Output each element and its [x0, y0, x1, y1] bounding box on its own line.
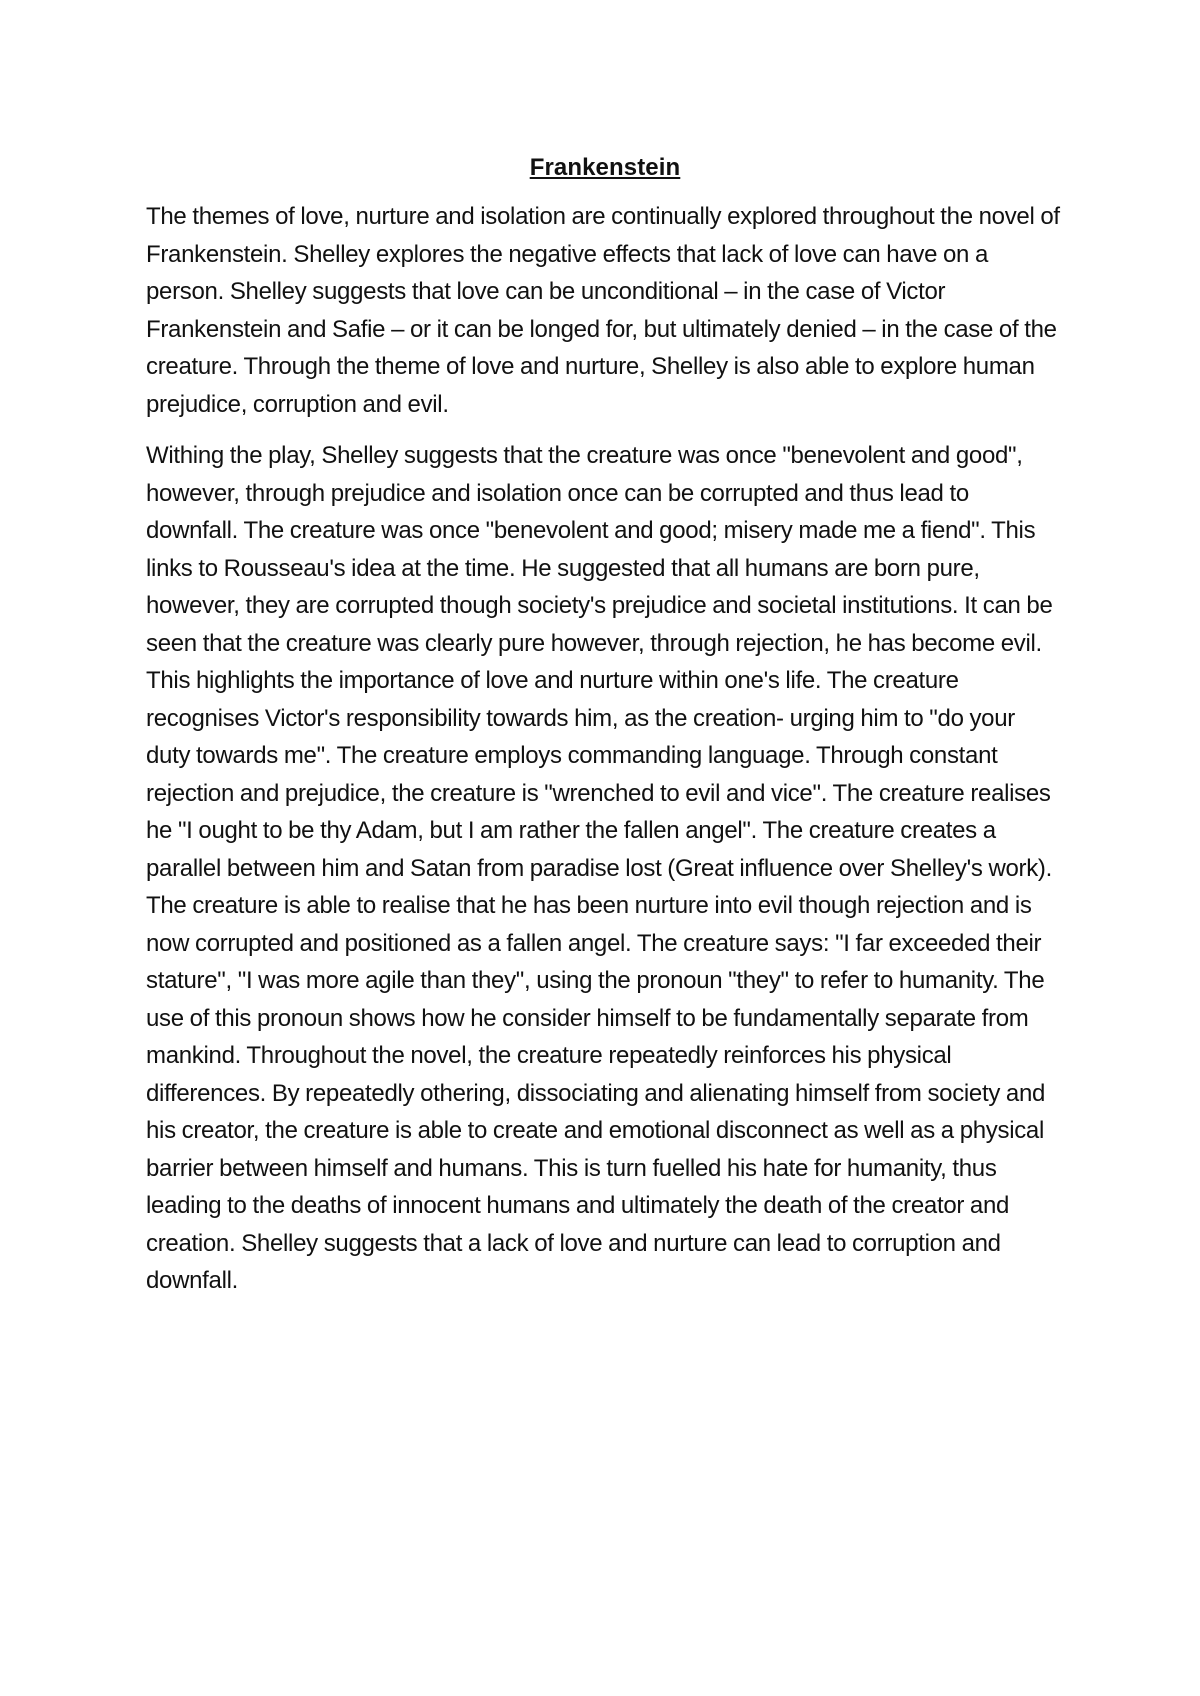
paragraph-analysis: Withing the play, Shelley suggests that the creature was once "benevolent and good", however, through prejudice and isolation once can be corrupted and thus lead to downfall. The creature was once "benevolent and good; misery made me a fiend". This links to Rousseau's idea at the time. He suggested that all humans are born pure, however, they are corrupted though society's prejudice and societal institutions. It can be seen that the creature was clearly pure however, through rejection, he has become evil. This highlights the importance of love and nurture within one's life. The creature recognises Victor's responsibility towards him, as the creation- urging him to "do your duty towards me". The creature employs commanding language. Through constant rejection and prejudice, the creature is "wrenched to evil and vice". The creature realises he "I ought to be thy Adam, but I am rather the fallen angel". The creature creates a parallel between him and Satan from paradise lost (Great influence over Shelley's work). The creature is able to realise that he has been nurture into evil though rejection and is now corrupted and positioned as a fallen angel. The creature says: "I far exceeded their stature", "I was more agile than they", using the pronoun "they" to refer to humanity. The use of this pronoun shows how he consider himself to be fundamentally separate from mankind. Throughout the novel, the creature repeatedly reinforces his physical differences. By repeatedly othering, dissociating and alienating himself from society and his creator, the creature is able to create and emotional disconnect as well as a physical barrier between himself and humans. This is turn fuelled his hate for humanity, thus leading to the deaths of innocent humans and ultimately the death of the creator and creation. Shelley suggests that a lack of love and nurture can lead to corruption and downfall. [146, 442, 1053, 1294]
document-body [146, 150, 1064, 1314]
paragraph-intro: The themes of love, nurture and isolation are continually explored throughout the novel of Frankenstein. Shelley explores the negative effects that lack of love can have on a person. Shelley suggests that love can be unconditional – in the case of Victor Frankenstein and Safie – or it can be longed for, but ultimately denied – in the case of the creature. Through the theme of love and nurture, Shelley is also able to explore human prejudice, corruption and evil. [146, 203, 1060, 418]
document-title: Frankenstein [529, 154, 681, 181]
